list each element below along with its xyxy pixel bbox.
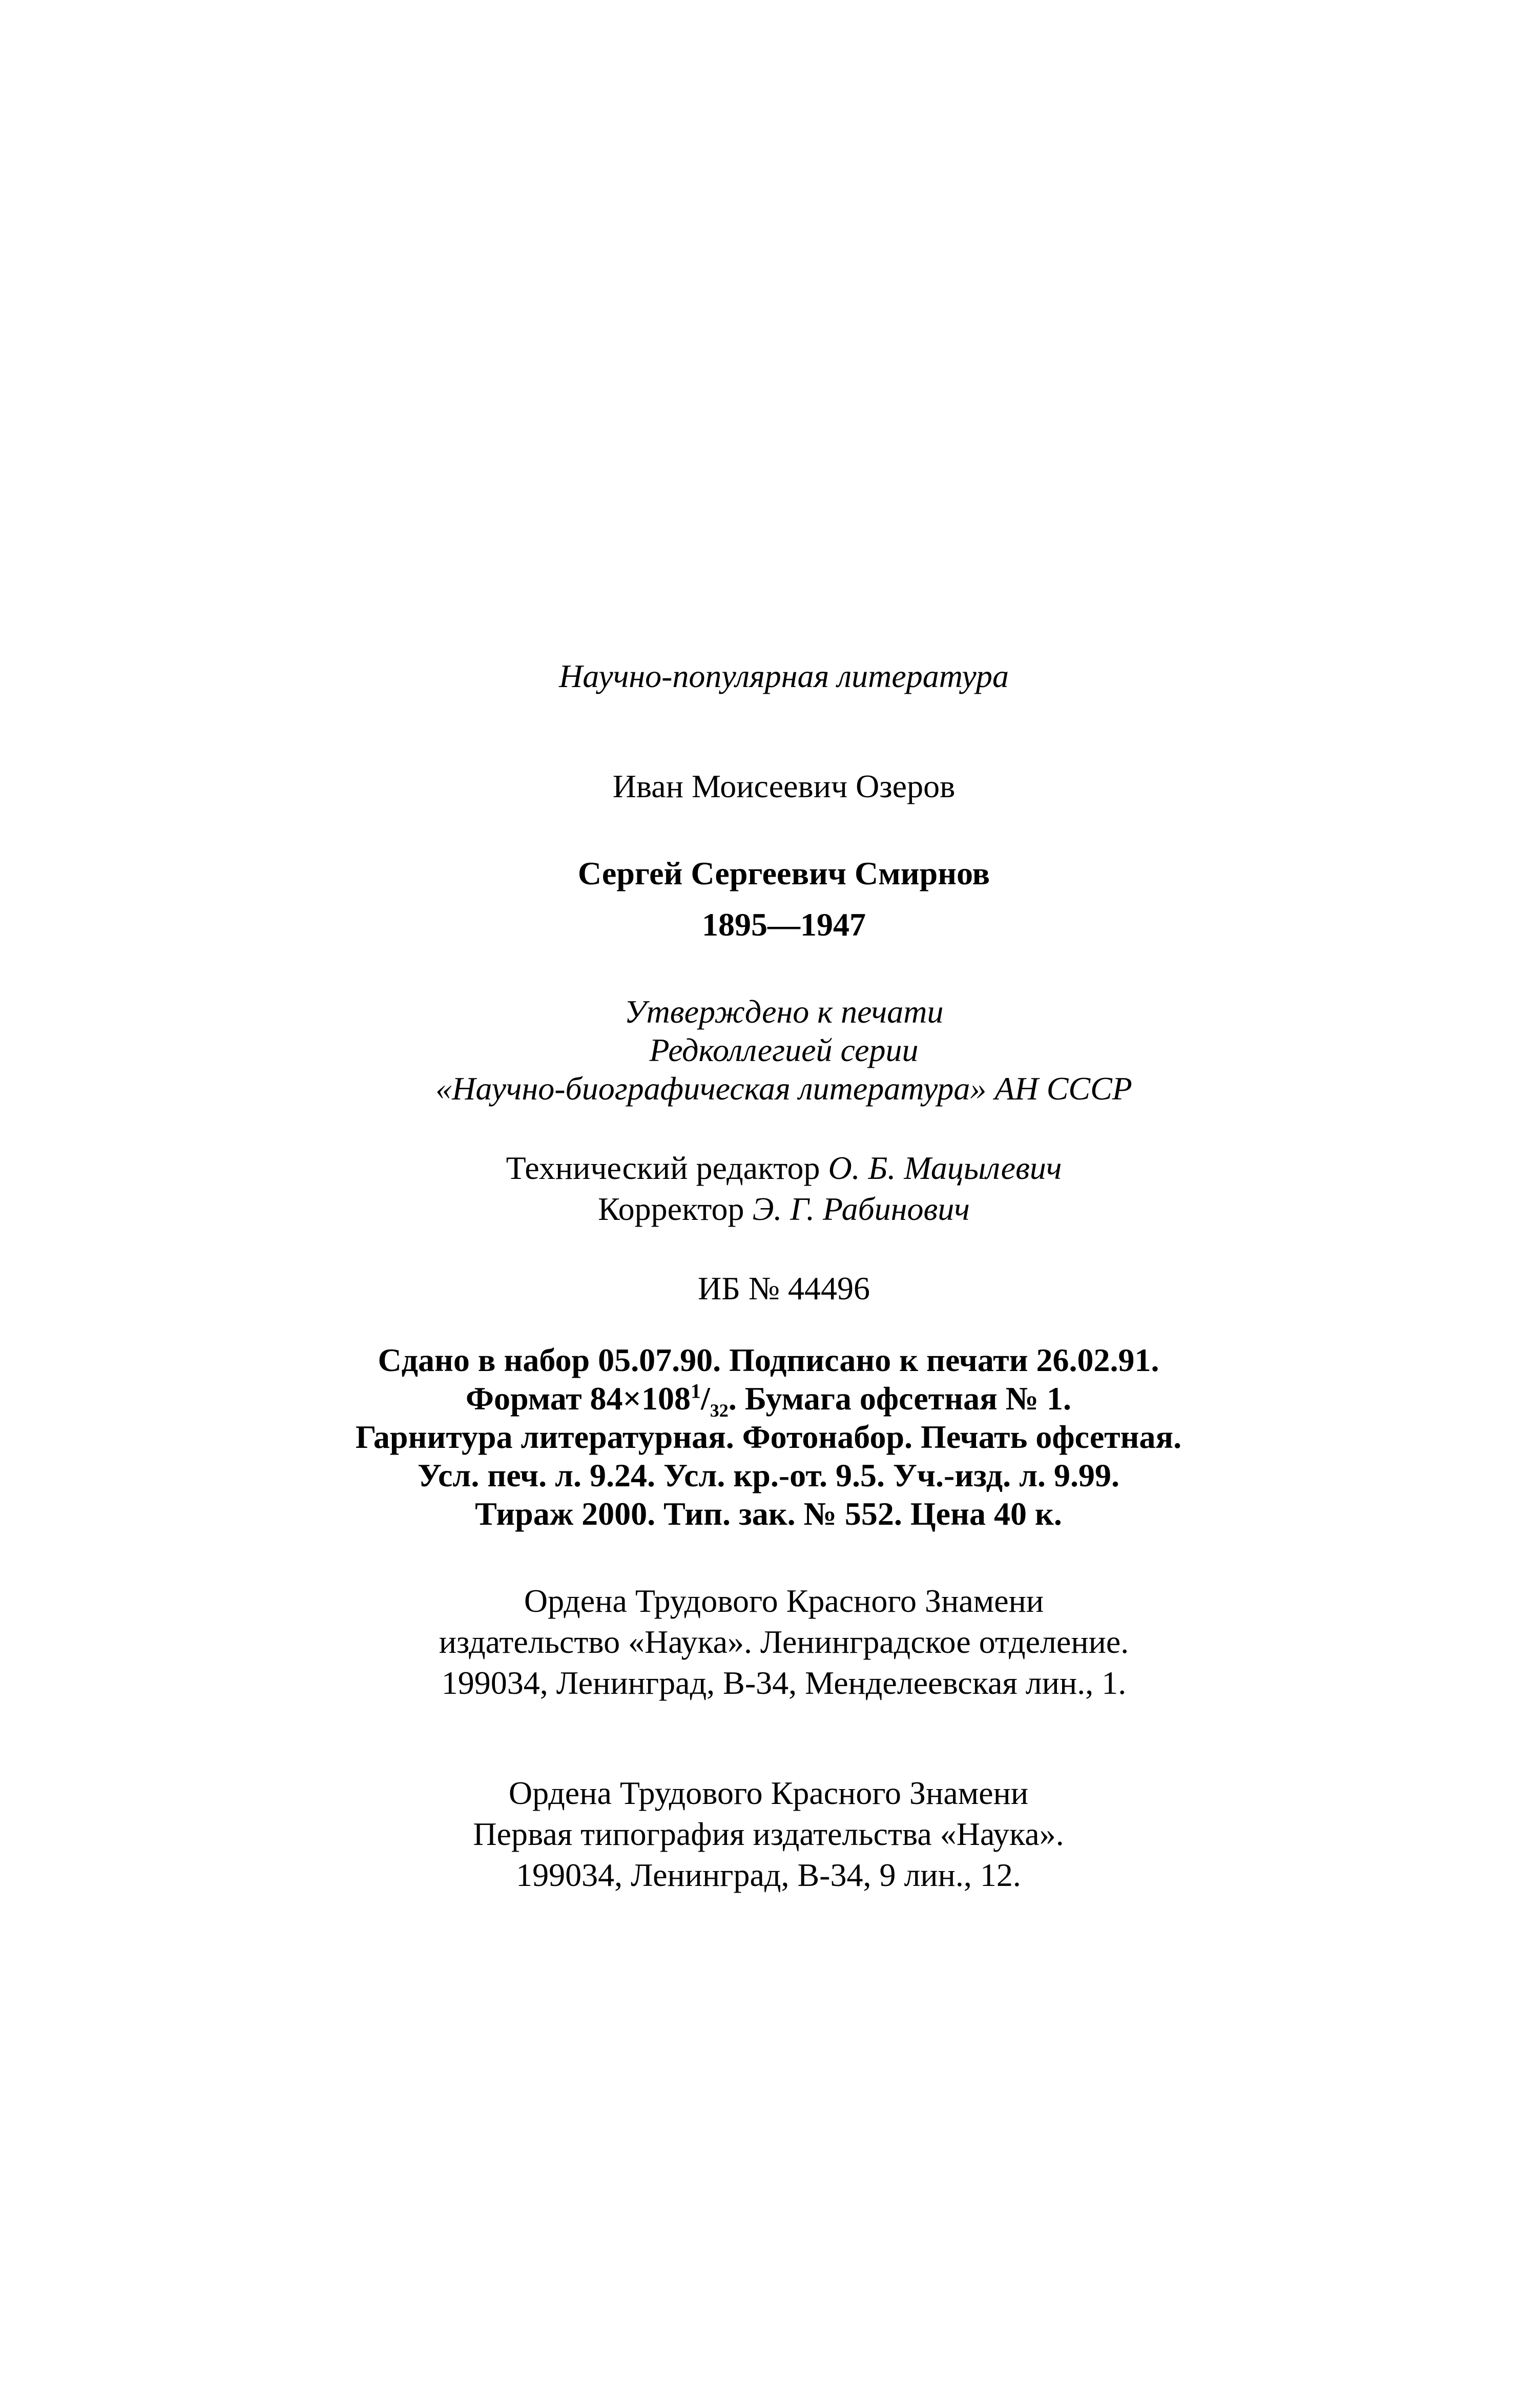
book-title: Сергей Сергеевич Смирнов <box>577 855 990 891</box>
publisher-line-1: Ордена Трудового Красного Знамени <box>524 1583 1044 1619</box>
publisher-line-3: 199034, Ленинград, В-34, Менделеевская лин., 1. <box>441 1665 1127 1701</box>
imprint-line-5: Тираж 2000. Тип. зак. № 552. Цена 40 к. <box>475 1496 1062 1532</box>
book-years: 1895—1947 <box>702 906 866 943</box>
format-superscript: 1 <box>691 1379 701 1403</box>
printer-line-2: Первая типография издательства «Наука». <box>473 1816 1064 1852</box>
corrector-role: Корректор <box>598 1191 744 1227</box>
corrector-name: Э. Г. Рабинович <box>752 1191 970 1227</box>
imprint-format-line <box>0 1378 1537 1419</box>
approval-line-3: «Научно-биографическая литература» АН СССР <box>435 1070 1132 1107</box>
ib-number: ИБ № 44496 <box>697 1270 870 1306</box>
printer-line-1: Ордена Трудового Красного Знамени <box>508 1775 1029 1811</box>
format-slash: / <box>701 1380 710 1417</box>
approval-line-1: Утверждено к печати <box>624 993 944 1030</box>
author-name: Иван Моисеевич Озеров <box>612 768 956 804</box>
imprint-line-1: Сдано в набор 05.07.90. Подписано к печати 26.02.91. <box>378 1342 1159 1378</box>
corrector-line <box>15 1189 1537 1230</box>
tech-editor-role: Технический редактор <box>506 1150 820 1186</box>
imprint-line-3: Гарнитура литературная. Фотонабор. Печать офсетная. <box>355 1419 1182 1455</box>
tech-editor-line <box>15 1148 1537 1189</box>
format-suffix: . Бумага офсетная № 1. <box>728 1380 1071 1417</box>
approval-line-2: Редколлегией серии <box>649 1032 919 1068</box>
format-prefix: Формат 84×108 <box>466 1380 691 1417</box>
printer-line-3: 199034, Ленинград, В-34, 9 лин., 12. <box>516 1857 1021 1893</box>
series-label: Научно-популярная литература <box>559 658 1009 694</box>
format-subscript: 32 <box>710 1400 729 1421</box>
publisher-line-2: издательство «Наука». Ленинградское отделение. <box>439 1624 1129 1660</box>
imprint-line-4: Усл. печ. л. 9.24. Усл. кр.-от. 9.5. Уч.-изд. л. 9.99. <box>417 1457 1120 1493</box>
tech-editor-name: О. Б. Мацылевич <box>828 1150 1062 1186</box>
